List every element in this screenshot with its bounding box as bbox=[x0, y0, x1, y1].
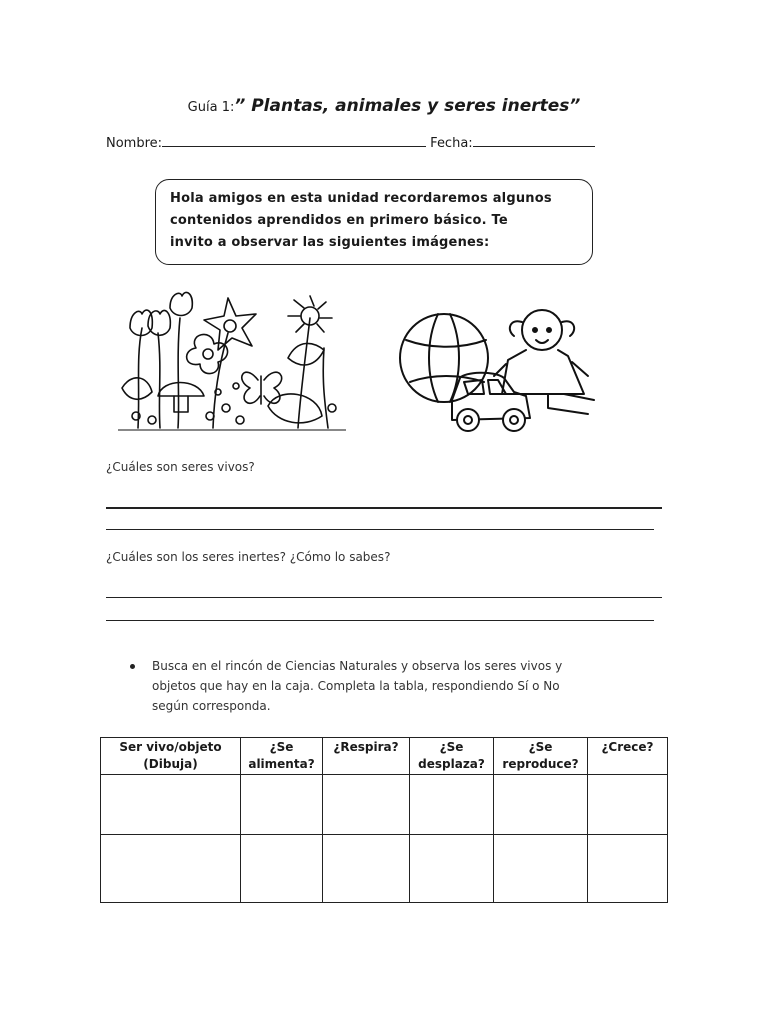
guia-title: ” Plantas, animales y seres inertes” bbox=[234, 96, 581, 116]
cell-answer[interactable] bbox=[494, 835, 588, 903]
answer-line[interactable] bbox=[106, 507, 662, 509]
intro-box bbox=[155, 179, 593, 265]
question-seres-vivos: ¿Cuáles son seres vivos? bbox=[106, 460, 255, 474]
instruction-line: objetos que hay en la caja. Completa la tabla, respondiendo Sí o No bbox=[152, 679, 560, 693]
instruction-line: Busca en el rincón de Ciencias Naturales y observa los seres vivos y bbox=[152, 659, 563, 673]
cell-answer[interactable] bbox=[588, 775, 668, 835]
header-se-desplaza: ¿Se desplaza? bbox=[410, 738, 494, 775]
name-date-row bbox=[106, 134, 595, 151]
table-row bbox=[101, 835, 668, 903]
question-seres-inertes: ¿Cuáles son los seres inertes? ¿Cómo lo sabes? bbox=[106, 550, 391, 564]
nombre-label: Nombre: bbox=[106, 136, 163, 151]
guia-label: Guía 1: bbox=[187, 100, 235, 115]
answer-line[interactable] bbox=[106, 529, 654, 530]
header-crece: ¿Crece? bbox=[588, 738, 668, 775]
header-respira: ¿Respira? bbox=[323, 738, 410, 775]
cell-answer[interactable] bbox=[494, 775, 588, 835]
instruction-line: según corresponda. bbox=[152, 699, 271, 713]
cell-answer[interactable] bbox=[241, 835, 323, 903]
intro-line: contenidos aprendidos en primero básico. Te bbox=[170, 213, 508, 228]
classification-table bbox=[100, 737, 668, 903]
fecha-label: Fecha: bbox=[430, 136, 473, 151]
page-title bbox=[0, 96, 768, 116]
cell-answer[interactable] bbox=[410, 775, 494, 835]
table-row bbox=[101, 775, 668, 835]
nombre-field[interactable] bbox=[162, 134, 426, 147]
header-se-reproduce: ¿Se reproduce? bbox=[494, 738, 588, 775]
cell-answer[interactable] bbox=[588, 835, 668, 903]
instruction-paragraph bbox=[126, 656, 662, 716]
cell-answer[interactable] bbox=[323, 775, 410, 835]
cell-answer[interactable] bbox=[241, 775, 323, 835]
toys-illustration-icon bbox=[398, 300, 598, 438]
cell-answer[interactable] bbox=[410, 835, 494, 903]
header-ser-vivo: Ser vivo/objeto (Dibuja) bbox=[101, 738, 241, 775]
answer-line[interactable] bbox=[106, 597, 662, 598]
header-se-alimenta: ¿Se alimenta? bbox=[241, 738, 323, 775]
flowers-illustration-icon bbox=[118, 288, 346, 432]
answer-line[interactable] bbox=[106, 620, 654, 621]
cell-drawing[interactable] bbox=[101, 775, 241, 835]
cell-drawing[interactable] bbox=[101, 835, 241, 903]
intro-line: Hola amigos en esta unidad recordaremos algunos bbox=[170, 191, 552, 206]
table-header-row bbox=[101, 738, 668, 775]
cell-answer[interactable] bbox=[323, 835, 410, 903]
fecha-field[interactable] bbox=[473, 134, 595, 147]
intro-line: invito a observar las siguientes imágenes: bbox=[170, 235, 490, 250]
